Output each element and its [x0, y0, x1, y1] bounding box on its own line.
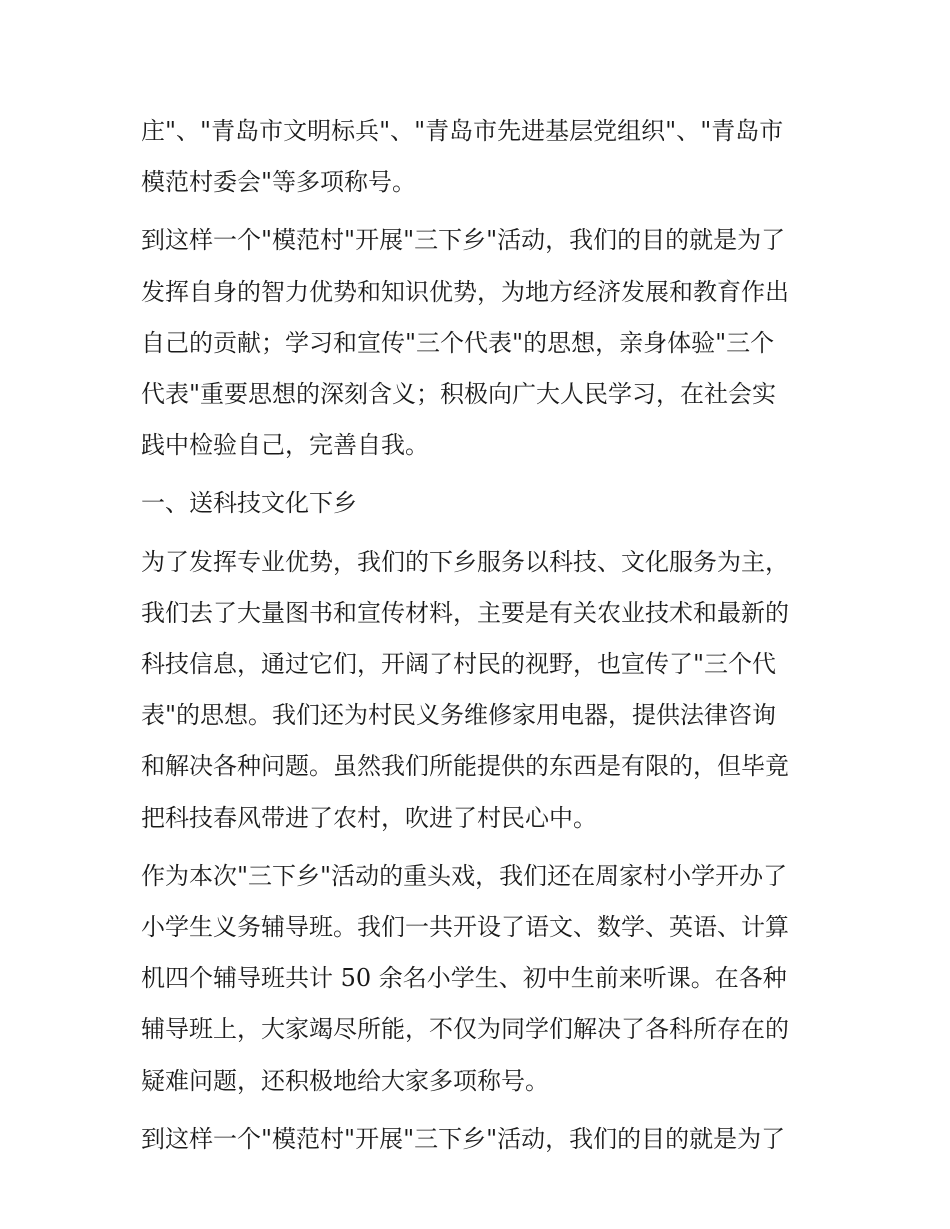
text-line: 庄"、"青岛市文明标兵"、"青岛市先进基层党组织"、"青岛市 — [141, 117, 784, 145]
text-line: 表"的思想。我们还为村民义务维修家用电器，提供法律咨询 — [141, 701, 777, 730]
text-line: 到这样一个"模范村"开展"三下乡"活动，我们的目的就是为了 — [141, 226, 786, 255]
section-heading — [141, 478, 831, 529]
text-line: 模范村委会"等多项称号。 — [141, 168, 417, 197]
paragraph-2 — [141, 215, 831, 471]
paragraph-3 — [141, 537, 831, 844]
text-line: 到这样一个"模范村"开展"三下乡"活动，我们的目的就是为了 — [141, 1124, 786, 1153]
text-line: 践中检验自己，完善自我。 — [141, 431, 429, 460]
paragraph-5 — [141, 1114, 831, 1165]
text-line: 自己的贡献；学习和宣传"三个代表"的思想，亲身体验"三个 — [141, 328, 775, 357]
heading-line: 一、送科技文化下乡 — [141, 489, 357, 518]
text-line: 机四个辅导班共计 50 余名小学生、初中生前来听课。在各种 — [141, 964, 787, 993]
text-line: 疑难问题，还积极地给大家多项称号。 — [141, 1066, 549, 1095]
text-line: 发挥自身的智力优势和知识优势，为地方经济发展和教育作出 — [141, 277, 789, 306]
document-body — [141, 106, 831, 1172]
text-line: 科技信息，通过它们，开阔了村民的视野，也宣传了"三个代 — [141, 650, 777, 679]
text-line: 把科技春风带进了农村，吹进了村民心中。 — [141, 803, 597, 832]
text-line: 辅导班上，大家竭尽所能，不仅为同学们解决了各科所存在的 — [141, 1015, 789, 1044]
text-line: 和解决各种问题。虽然我们所能提供的东西是有限的，但毕竟 — [141, 752, 789, 781]
text-line: 代表"重要思想的深刻含义；积极向广大人民学习，在社会实 — [141, 380, 777, 409]
paragraph-1 — [141, 106, 831, 208]
paragraph-4 — [141, 851, 831, 1107]
text-line: 我们去了大量图书和宣传材料，主要是有关农业技术和最新的 — [141, 598, 789, 627]
text-line: 为了发挥专业优势，我们的下乡服务以科技、文化服务为主， — [141, 547, 789, 576]
text-line: 小学生义务辅导班。我们一共开设了语文、数学、英语、计算 — [141, 913, 789, 942]
text-line: 作为本次"三下乡"活动的重头戏，我们还在周家村小学开办了 — [141, 861, 788, 890]
